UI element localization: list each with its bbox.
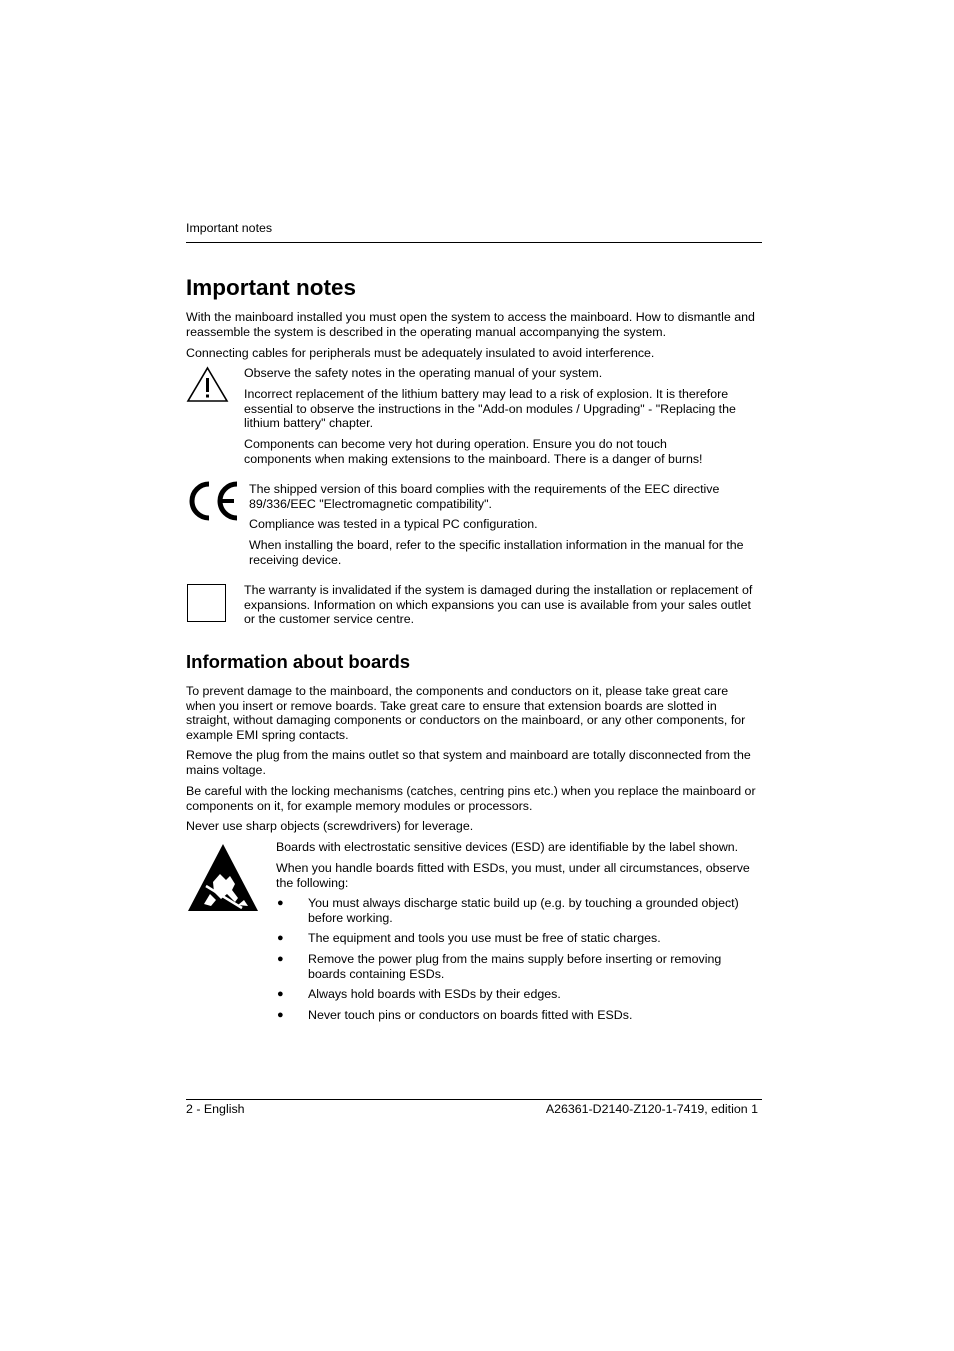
bullet-symbol: ● [277,932,284,944]
warning-paragraph-2: Incorrect replacement of the lithium battery may lead to a risk of explosion. It is therefore essential to observe the instructions in the "Add-on modules / Upgrading" - "Replacing the lithium battery" chapter. [244,387,736,431]
warning-paragraph-3: Components can become very hot during operation. Ensure you do not touch components when making extensions to the mainboard. There is a danger of burns! [244,437,703,466]
warning-triangle-icon [186,366,229,403]
ce-mark-icon [185,480,241,522]
section-heading-boards: Information about boards [186,651,411,672]
list-item: The equipment and tools you use must be free of static charges. [308,931,661,945]
esd-paragraph-2: When you handle boards fitted with ESDs, you must, under all circumstances, observe the following: [276,861,750,890]
intro-paragraph-1: With the mainboard installed you must open the system to access the mainboard. How to dismantle and reassemble the system is described in the operating manual accompanying the system. [186,310,755,339]
warning-paragraph-1: Observe the safety notes in the operating manual of your system. [244,366,603,380]
boards-paragraph-3: Be careful with the locking mechanisms (catches, centring pins etc.) when you replace the mainboard or components on it, for example memory modules or processors. [186,784,756,813]
bullet-symbol: ● [277,988,284,1000]
list-item: You must always discharge static build up (e.g. by touching a grounded object) before working. [308,896,739,925]
bullet-symbol: ● [277,1009,284,1021]
warranty-paragraph: The warranty is invalidated if the system is damaged during the installation or replacement of expansions. Information on which expansions you can use is available from your sales outlet or the customer service centre. [244,583,753,627]
ce-paragraph-2: Compliance was tested in a typical PC configuration. [249,517,538,531]
list-item: Always hold boards with ESDs by their edges. [308,987,561,1001]
footer-doc-id: A26361-D2140-Z120-1-7419, edition 1 [545,1102,758,1116]
ce-paragraph-3: When installing the board, refer to the specific installation information in the manual for the receiving device. [249,538,744,567]
list-item: Remove the power plug from the mains supply before inserting or removing boards containing ESDs. [308,952,722,981]
header-rule [186,242,762,243]
boards-paragraph-1: To prevent damage to the mainboard, the components and conductors on it, please take great care when you insert or remove boards. Take great care to ensure that extension boards are slotted in straight, without damaging components or conductors on the mainboard, or any other components, for example EMI spring contacts. [186,684,746,742]
ce-paragraph-1: The shipped version of this board complies with the requirements of the EEC directive 89/336/EEC "Electromagnetic compatibility". [249,482,720,511]
esd-warning-icon [186,842,260,912]
footer-page-number: 2 - English [186,1102,245,1116]
boards-paragraph-2: Remove the plug from the mains outlet so that system and mainboard are totally disconnected from the mains voltage. [186,748,751,777]
note-box-icon [187,584,226,622]
boards-paragraph-4: Never use sharp objects (screwdrivers) for leverage. [186,819,474,833]
intro-paragraph-2: Connecting cables for peripherals must be adequately insulated to avoid interference. [186,346,655,360]
page-title: Important notes [186,275,357,300]
list-item: Never touch pins or conductors on boards fitted with ESDs. [308,1008,633,1022]
bullet-symbol: ● [277,953,284,965]
esd-paragraph-1: Boards with electrostatic sensitive devices (ESD) are identifiable by the label shown. [276,840,739,854]
footer-rule [186,1099,762,1100]
bullet-symbol: ● [277,897,284,909]
running-header: Important notes [186,221,273,235]
